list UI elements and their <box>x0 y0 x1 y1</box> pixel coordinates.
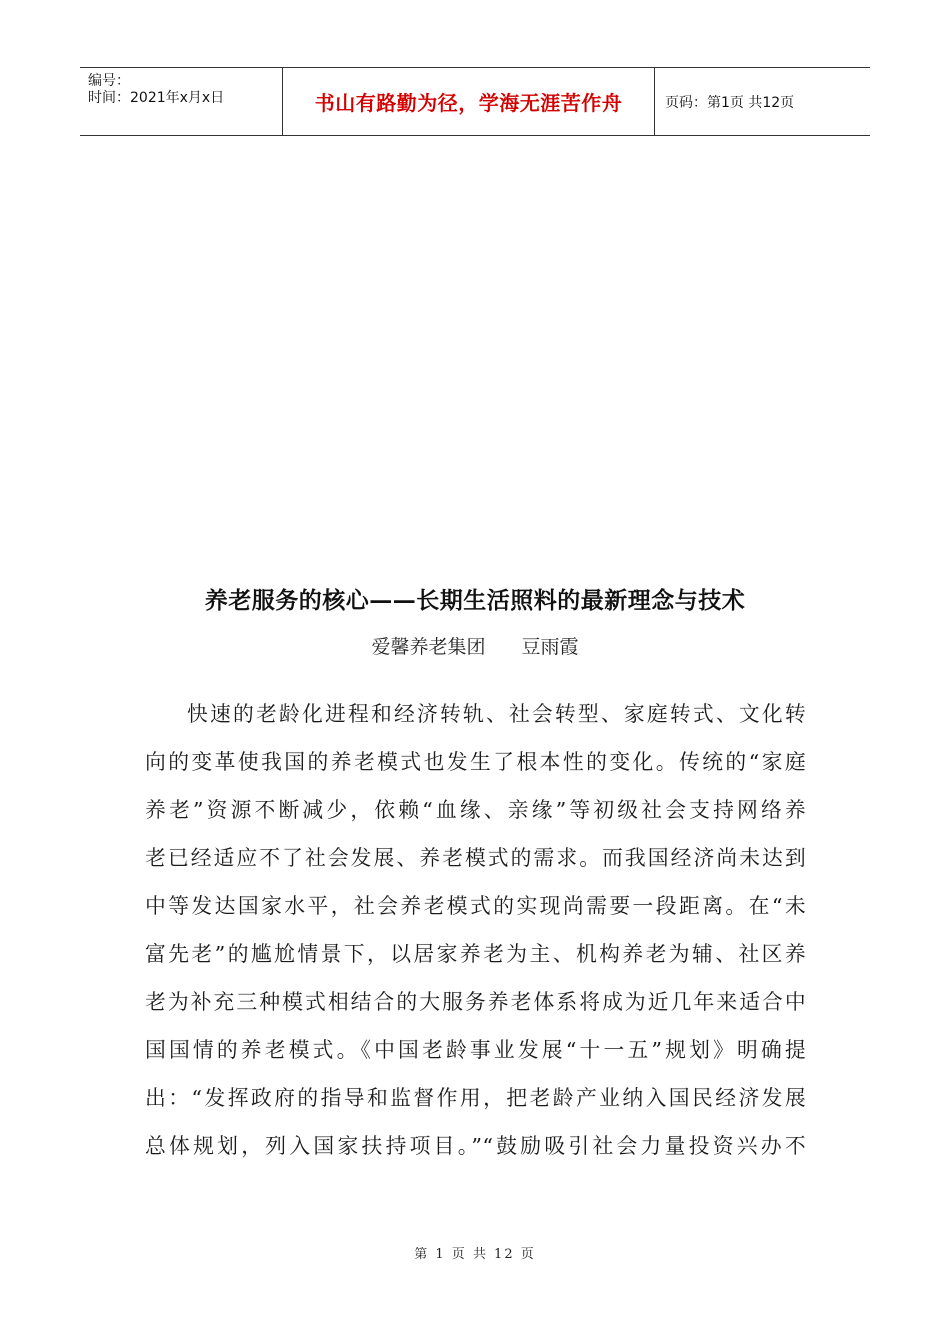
paragraph-line: 养老”资源不断减少，依赖“血缘、亲缘”等初级社会支持网络养 <box>145 798 806 822</box>
paragraph-line: 老为补充三种模式相结合的大服务养老体系将成为近几年来适合中 <box>145 990 806 1014</box>
paragraph-line: 富先老”的尴尬情景下，以居家养老为主、机构养老为辅、社区养 <box>145 942 806 966</box>
paragraph-line: 向的变革使我国的养老模式也发生了根本性的变化。传统的“家庭 <box>145 750 806 774</box>
paragraph-line: 中等发达国家水平，社会养老模式的实现尚需要一段距离。在“未 <box>145 894 806 918</box>
date-label: 时间：2021年x月x日 <box>88 90 225 106</box>
page-footer: 第 1 页 共 12 页 <box>414 1247 536 1262</box>
paragraph-line: 老已经适应不了社会发展、养老模式的需求。而我国经济尚未达到 <box>145 846 806 870</box>
paragraph-line: 快速的老龄化进程和经济转轨、社会转型、家庭转式、文化转 <box>187 702 806 726</box>
paragraph-line: 国国情的养老模式。《中国老龄事业发展“十一五”规划》明确提 <box>145 1038 806 1062</box>
author-line <box>0 632 950 659</box>
paragraph-line: 总体规划，列入国家扶持项目。”“鼓励吸引社会力量投资兴办不 <box>145 1134 806 1158</box>
document-title: 养老服务的核心——长期生活照料的最新理念与技术 <box>204 587 746 614</box>
paragraph-line: 出：“发挥政府的指导和监督作用，把老龄产业纳入国民经济发展 <box>145 1086 806 1110</box>
header-meta <box>80 68 282 135</box>
author-name: 豆雨霞 <box>521 636 579 658</box>
header-page-info: 页码：第1页 共12页 <box>665 94 795 111</box>
number-label: 编号： <box>88 73 130 89</box>
author-organization: 爱馨养老集团 <box>371 636 486 658</box>
body-paragraph <box>145 690 806 1170</box>
header-motto: 书山有路勤为径，学海无涯苦作舟 <box>282 68 655 135</box>
document-header <box>80 67 870 136</box>
